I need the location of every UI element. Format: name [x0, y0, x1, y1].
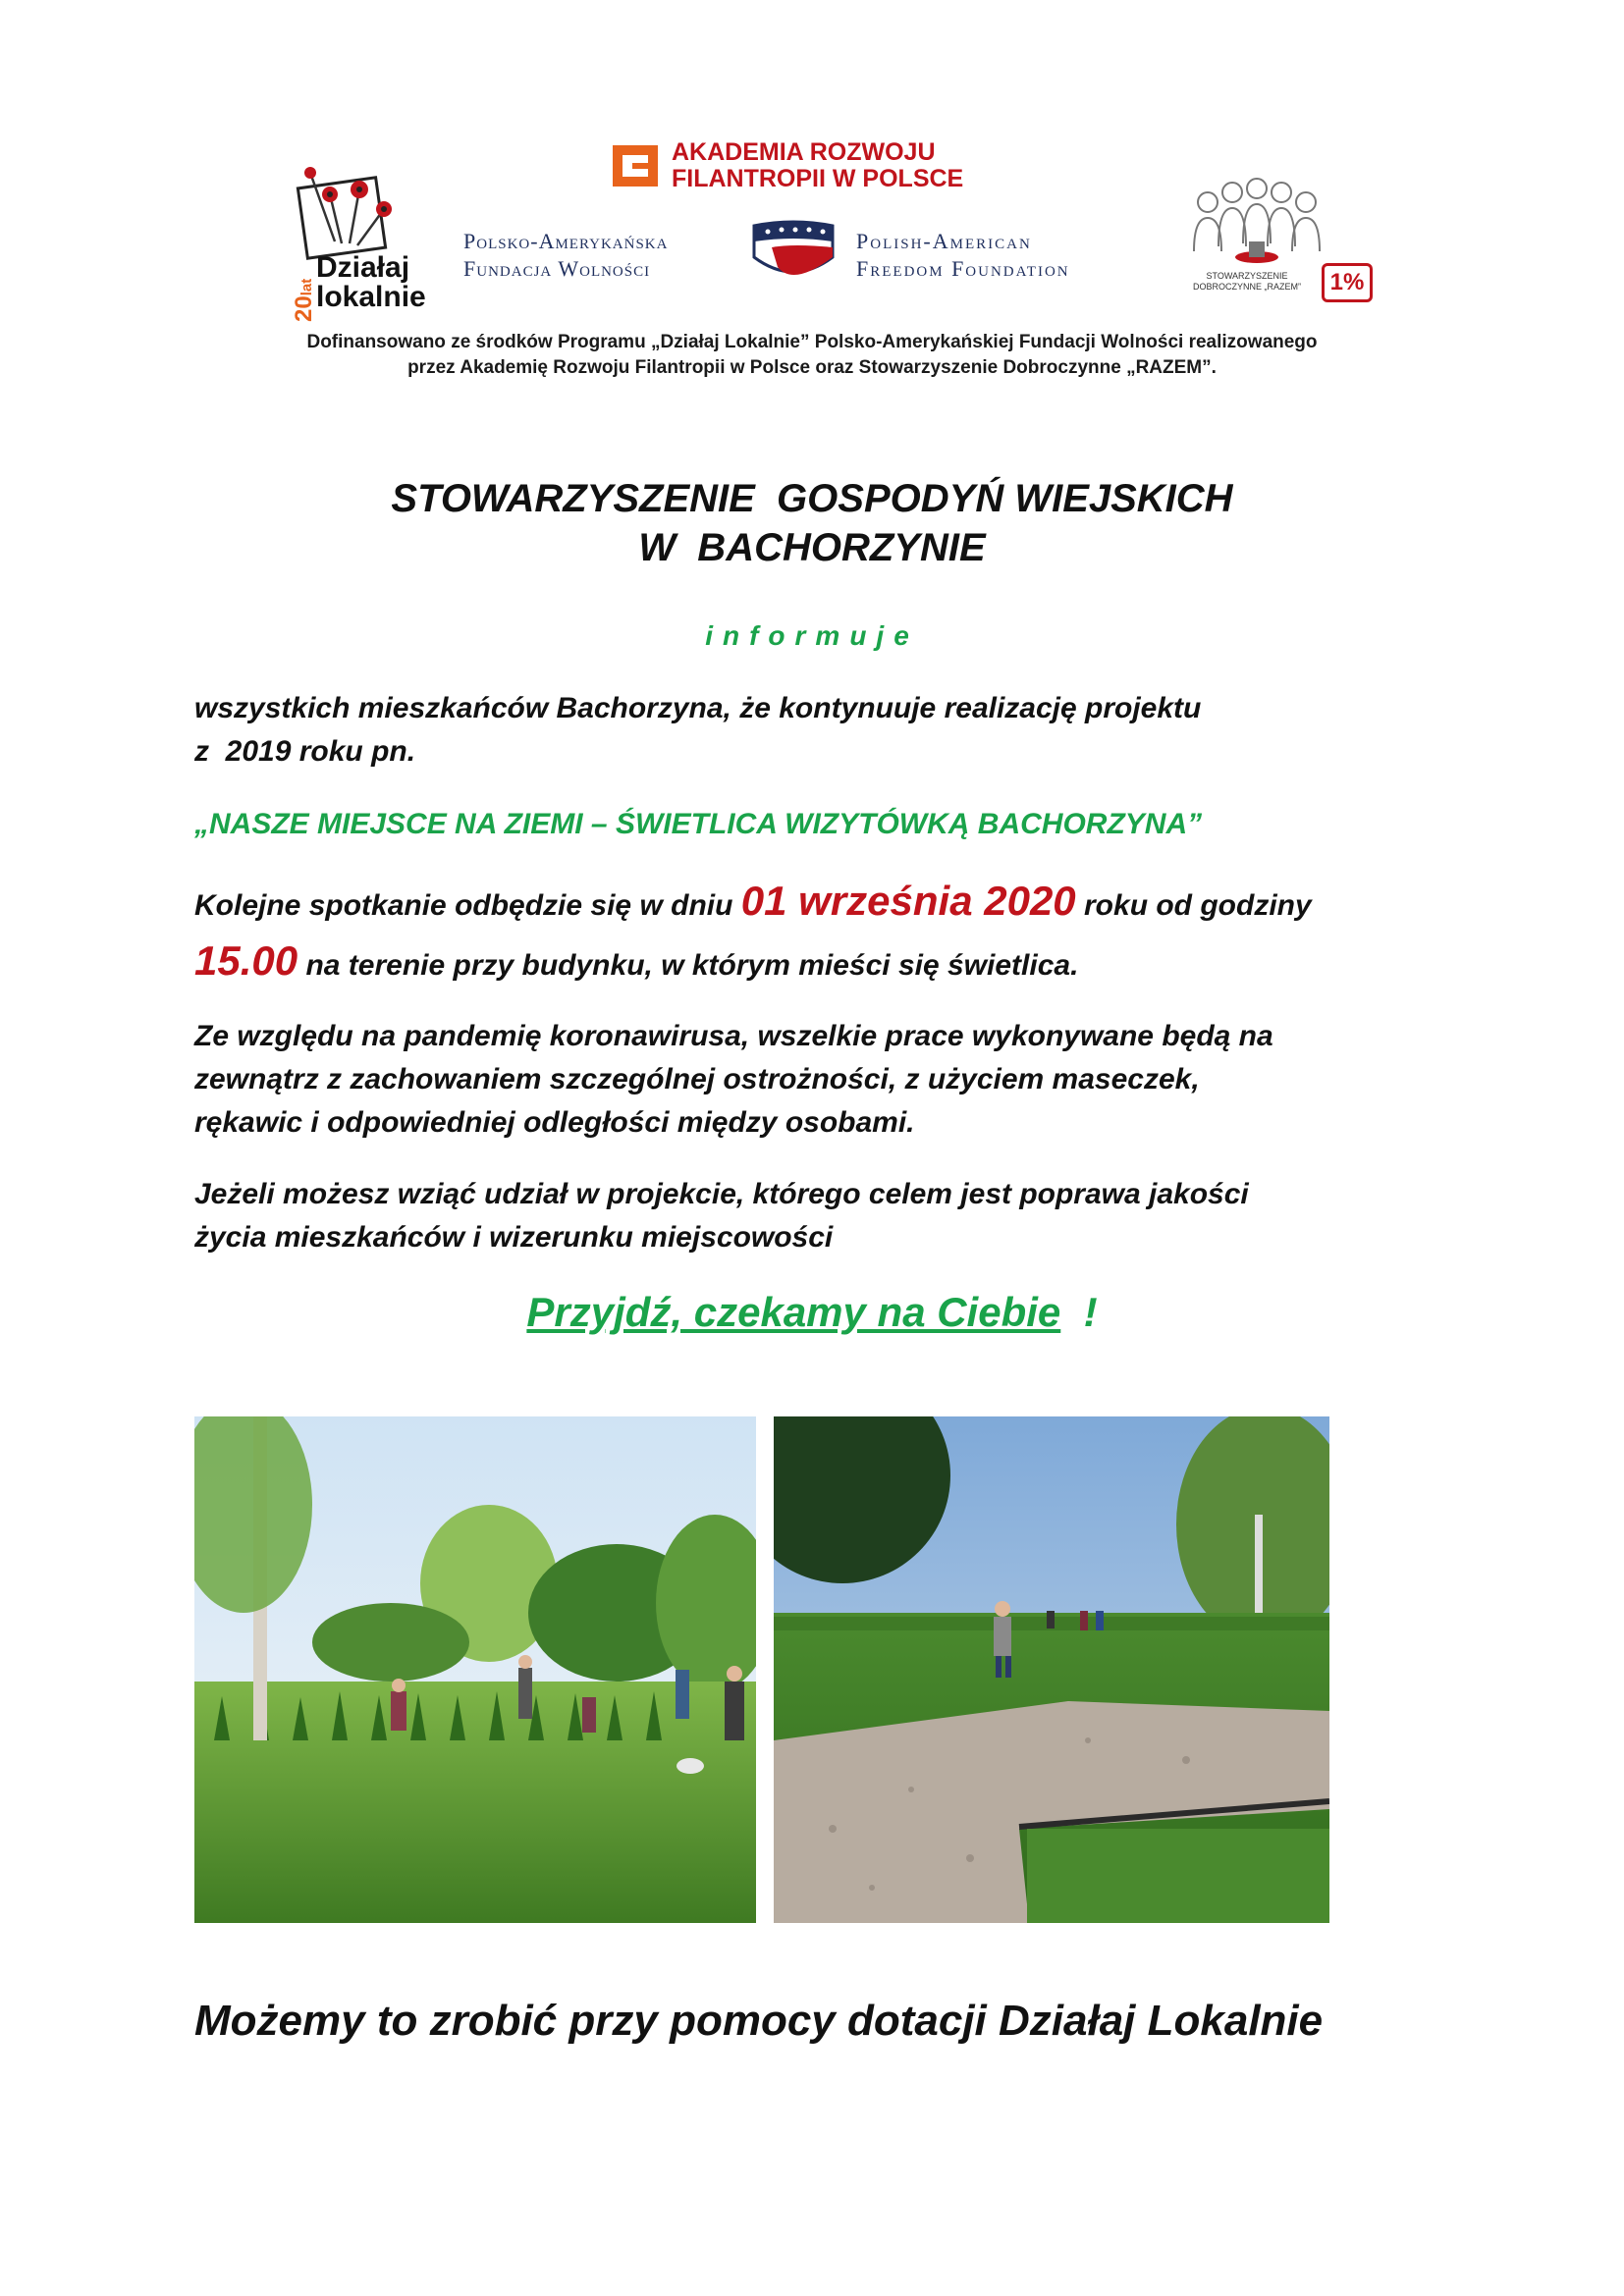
pafw-pl-text — [463, 228, 729, 283]
meeting-time: 15.00 — [194, 937, 298, 984]
meeting-date: 01 września 2020 — [740, 878, 1076, 924]
planting-scene-image — [194, 1416, 756, 1923]
akademia-logo — [609, 139, 1001, 194]
pafw-pl-line1: Polsko-Amerykańska — [463, 229, 669, 253]
akademia-line1: AKADEMIA ROZWOJU — [672, 138, 936, 166]
people-crowd-icon — [1188, 173, 1326, 271]
intro-paragraph — [194, 687, 1471, 774]
pafw-en-line1: Polish-American — [856, 229, 1032, 253]
one-percent-badge: 1% — [1322, 263, 1373, 302]
dzialaj-wordmark: Działaj — [316, 251, 410, 284]
title-line2: W BACHORZYNIE — [638, 526, 986, 569]
informuje-label: informuje — [705, 620, 919, 651]
page-title — [0, 474, 1624, 572]
pafw-en-line2: Freedom Foundation — [856, 256, 1070, 281]
intro-line2: z 2019 roku pn. — [194, 735, 416, 768]
invite-line1: Jeżeli możesz wziąć udział w projekcie, którego celem jest poprawa jakości — [194, 1178, 1249, 1210]
years-suffix: lat — [298, 278, 315, 296]
invite-paragraph — [194, 1173, 1471, 1259]
akademia-emblem-icon — [609, 141, 662, 190]
years-number: 20 — [291, 295, 317, 322]
meeting-mid: roku od godziny — [1075, 889, 1312, 922]
pandemic-paragraph — [194, 1015, 1471, 1145]
pafw-pl-line2: Fundacja Wolności — [463, 256, 651, 281]
twenty-years-badge — [291, 245, 317, 322]
project-name: „NASZE MIEJSCE NA ZIEMI – ŚWIETLICA WIZYTÓWKĄ BACHORZYNA” — [194, 808, 1203, 840]
closing-statement: Możemy to zrobić przy pomocy dotacji Działaj Lokalnie — [194, 1997, 1324, 2045]
funding-note — [0, 330, 1624, 381]
pandemic-line2: zewnątrz z zachowaniem szczególnej ostrożności, z użyciem maseczek, — [194, 1063, 1200, 1095]
meeting-suffix: na terenie przy budynku, w którym mieści się świetlica. — [298, 949, 1079, 982]
cta-text: Przyjdź, czekamy na Ciebie — [526, 1289, 1061, 1335]
invite-line2: życia mieszkańców i wizerunku miejscowości — [194, 1221, 834, 1254]
call-to-action — [0, 1289, 1624, 1336]
akademia-line2: FILANTROPII W POLSCE — [672, 165, 964, 192]
photo-lawn — [774, 1416, 1329, 1923]
pafw-en-text — [856, 228, 1151, 283]
razem-line1: STOWARZYSZENIE — [1206, 271, 1288, 281]
meeting-prefix: Kolejne spotkanie odbędzie się w dniu — [194, 889, 741, 922]
pandemic-line1: Ze względu na pandemię koronawirusa, wszelkie prace wykonywane będą na — [194, 1020, 1273, 1052]
intro-line1: wszystkich mieszkańców Bachorzyna, że kontynuuje realizację projektu — [194, 692, 1202, 724]
cta-mark: ! — [1083, 1289, 1098, 1335]
title-line1: STOWARZYSZENIE GOSPODYŃ WIEJSKICH — [391, 477, 1233, 520]
lokalnie-wordmark: lokalnie — [316, 281, 426, 313]
razem-line2: DOBROCZYNNE „RAZEM” — [1193, 282, 1301, 292]
lawn-scene-image — [774, 1416, 1329, 1923]
dzialaj-lokalnie-logo — [291, 155, 426, 322]
funding-note-line2: przez Akademię Rozwoju Filantropii w Polsce oraz Stowarzyszenie Dobroczynne „RAZEM”. — [407, 357, 1217, 378]
pandemic-line3: rękawic i odpowiedniej odległości między osobami. — [194, 1106, 915, 1139]
photo-planting — [194, 1416, 756, 1923]
funding-note-line1: Dofinansowano ze środków Programu „Działaj Lokalnie” Polsko-Amerykańskiej Fundacji Wolności realizowanego — [306, 332, 1318, 352]
pafw-flag-icon — [748, 218, 839, 287]
meeting-paragraph — [194, 874, 1471, 993]
razem-logo — [1188, 173, 1375, 310]
